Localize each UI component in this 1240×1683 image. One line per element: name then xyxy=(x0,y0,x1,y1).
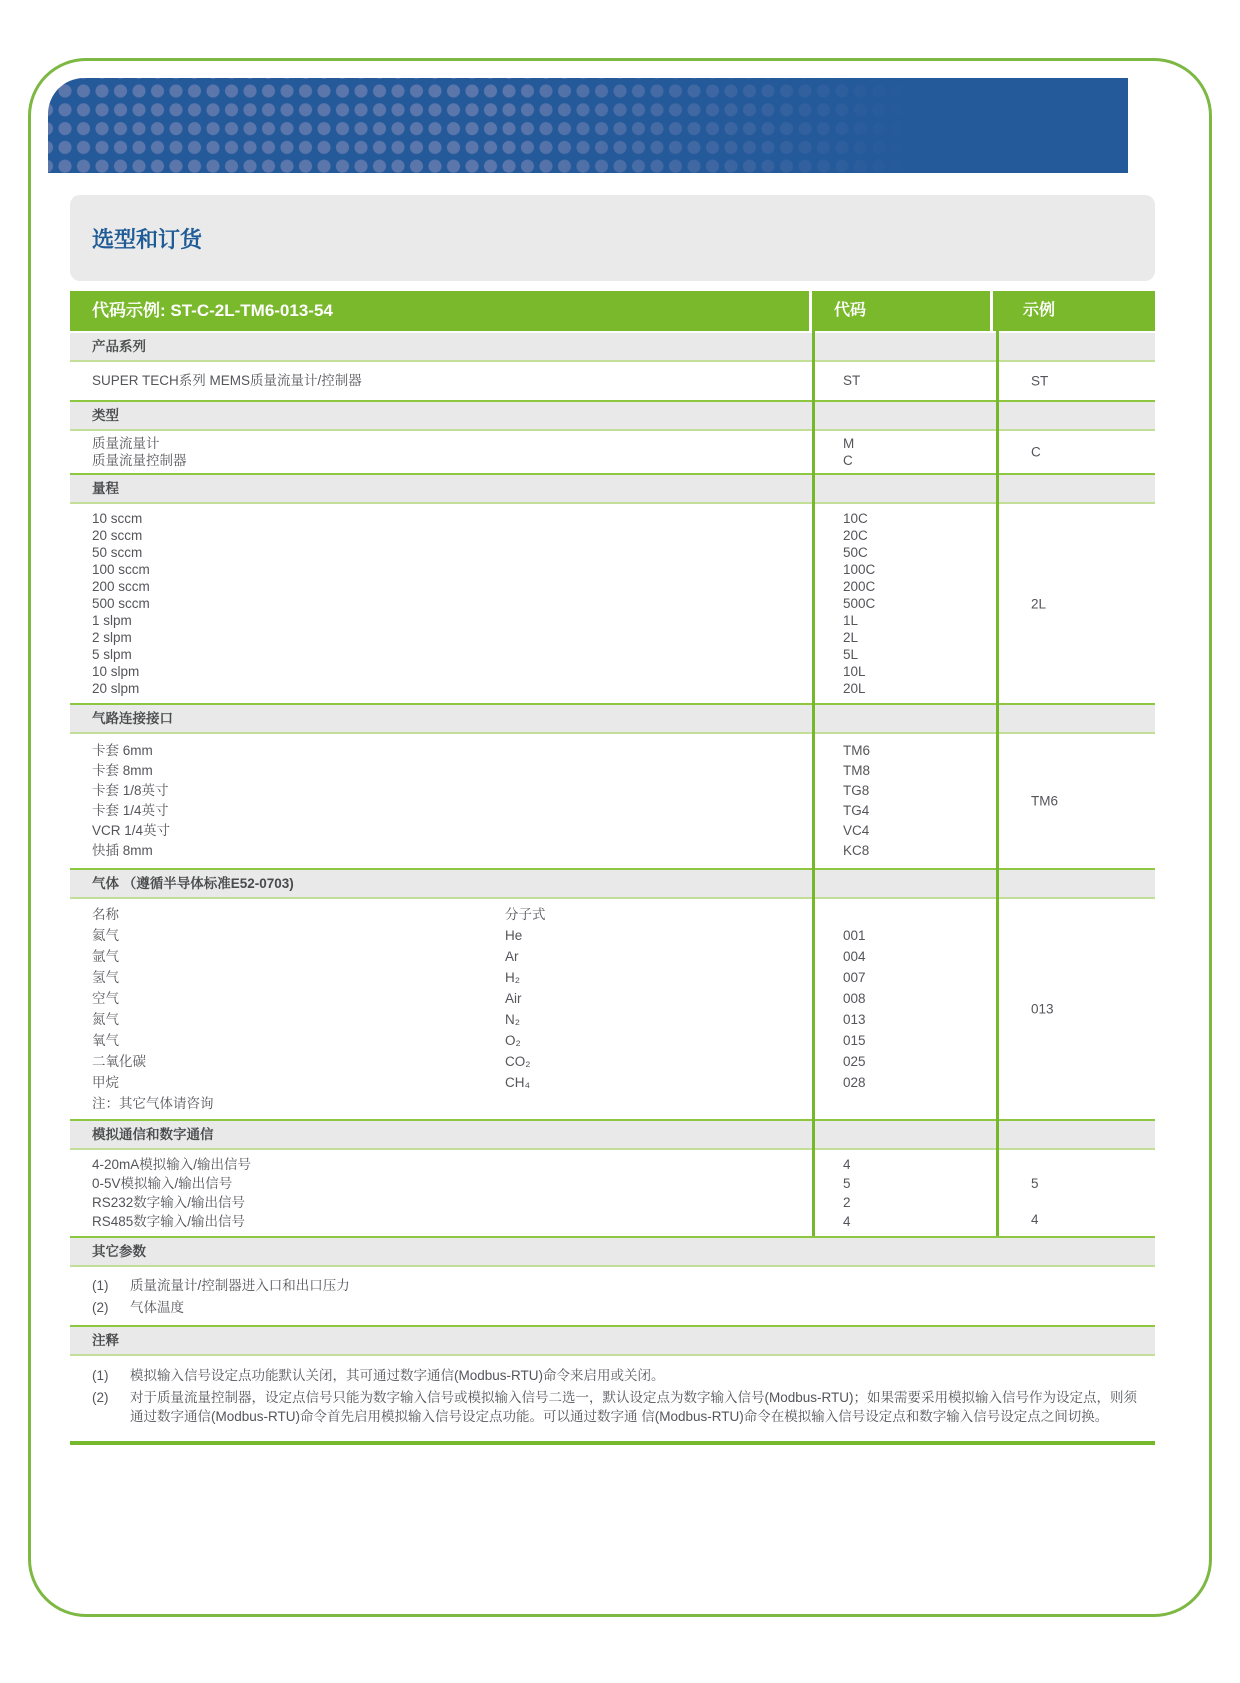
section-bar-range: 量程 xyxy=(70,473,1155,504)
gas-subheader-row xyxy=(70,904,1155,925)
cell-name: 10 sccm xyxy=(92,511,143,526)
section-bar-other-params: 其它参数 xyxy=(70,1236,1155,1267)
cell-code: 013 xyxy=(843,1012,866,1027)
table-row xyxy=(70,646,1155,663)
section-bar-fitting: 气路连接接口 xyxy=(70,703,1155,734)
example-value-gas: 013 xyxy=(1031,1001,1054,1017)
cell-name: 1 slpm xyxy=(92,613,132,628)
cell-name: 氮气 xyxy=(92,1012,119,1027)
cell-name: 卡套 1/8英寸 xyxy=(92,783,169,798)
table-row xyxy=(70,663,1155,680)
example-value-analog: 5 xyxy=(1031,1176,1039,1191)
code-example-header: 代码示例: ST-C-2L-TM6-013-54 xyxy=(70,291,812,331)
table-row xyxy=(70,527,1155,544)
table-row xyxy=(70,1212,1155,1231)
table-row xyxy=(70,841,1155,861)
cell-code: 004 xyxy=(843,949,866,964)
cell-name: 氩气 xyxy=(92,949,119,964)
cell-text: 气体温度 xyxy=(130,1300,184,1315)
gas-formula-header: 分子式 xyxy=(505,907,546,922)
cell-num: (2) xyxy=(92,1300,109,1315)
example-value-type: C xyxy=(1031,444,1041,460)
column-divider-code xyxy=(812,331,815,1236)
table-row xyxy=(70,781,1155,801)
cell-code: 015 xyxy=(843,1033,866,1048)
cell-code: 4 xyxy=(843,1157,851,1172)
cell-num: (2) xyxy=(92,1389,109,1405)
cell-text: 模拟输入信号设定点功能默认关闭，其可通过数字通信(Modbus-RTU)命令来启用或关闭。 xyxy=(130,1368,665,1383)
table-row xyxy=(70,946,1155,967)
table-row xyxy=(70,629,1155,646)
cell-formula: O₂ xyxy=(505,1033,521,1048)
cell-code: 20L xyxy=(843,681,866,696)
cell-code: M xyxy=(843,436,855,451)
cell-text: 对于质量流量控制器，设定点信号只能为数字输入信号或模拟输入信号二选一，默认设定点为数字输入信号(Modbus-RTU)；如果需要采用模拟输入信号作为设定点，则须通过数字通信(Modbus-RTU)命令首先启用模拟输入信号设定点功能。可以通过数字通 信(Modbus-RTU)命令在模拟输入信号设定点和数字输入信号设定点之间切换。 xyxy=(130,1389,1138,1424)
cell-formula: Ar xyxy=(505,949,519,964)
table-row xyxy=(70,364,1155,398)
cell-name: 甲烷 xyxy=(92,1075,119,1090)
cell-code: 4 xyxy=(843,1214,851,1229)
cell-name: 2 slpm xyxy=(92,630,132,645)
example-value-range: 2L xyxy=(1031,596,1047,611)
code-column-header: 代码 xyxy=(812,291,993,331)
table-row xyxy=(70,761,1155,781)
cell-name: VCR 1/4英寸 xyxy=(92,823,171,838)
section-content-type xyxy=(70,431,1155,473)
section-bar-communication: 模拟通信和数字通信 xyxy=(70,1119,1155,1150)
cell-name: 100 sccm xyxy=(92,562,150,577)
cell-num: (1) xyxy=(92,1368,109,1383)
cell-name: 50 sccm xyxy=(92,545,143,560)
table-row xyxy=(70,435,1155,452)
table-row xyxy=(70,1174,1155,1193)
cell-name: 200 sccm xyxy=(92,579,150,594)
cell-name: 空气 xyxy=(92,991,119,1006)
table-row xyxy=(70,452,1155,469)
cell-formula: Air xyxy=(505,991,522,1006)
section-bar-type: 类型 xyxy=(70,400,1155,431)
cell-code: 5 xyxy=(843,1176,851,1191)
cell-code: TM6 xyxy=(843,743,870,758)
example-column-header: 示例 xyxy=(1023,302,1056,319)
cell-name: 质量流量控制器 xyxy=(92,453,187,468)
cell-name: SUPER TECH系列 MEMS质量流量计/控制器 xyxy=(92,373,362,388)
cell-name: 4-20mA模拟输入/输出信号 xyxy=(92,1157,252,1172)
cell-text: 质量流量计/控制器进入口和出口压力 xyxy=(130,1278,350,1293)
table-row xyxy=(70,1193,1155,1212)
cell-name: RS232数字输入/输出信号 xyxy=(92,1195,246,1210)
cell-code: 025 xyxy=(843,1054,866,1069)
table-row xyxy=(70,1051,1155,1072)
cell-name: 20 slpm xyxy=(92,681,140,696)
cell-num: (1) xyxy=(92,1278,109,1293)
table-body xyxy=(70,331,1155,1236)
page-title: 选型和订货 xyxy=(92,226,203,252)
example-value-digital: 4 xyxy=(1031,1212,1039,1227)
cell-name: 10 slpm xyxy=(92,664,140,679)
cell-code: KC8 xyxy=(843,843,870,858)
cell-code: 5L xyxy=(843,647,859,662)
gas-note-row xyxy=(70,1093,1155,1114)
table-row xyxy=(70,1366,1155,1386)
table-row xyxy=(70,510,1155,527)
cell-name: 氦气 xyxy=(92,928,119,943)
cell-name: 卡套 6mm xyxy=(92,743,153,758)
cell-code: 50C xyxy=(843,545,868,560)
table-row xyxy=(70,544,1155,561)
ordering-table xyxy=(70,291,1155,1445)
page-title-box xyxy=(70,195,1155,281)
cell-code: 500C xyxy=(843,596,876,611)
table-row xyxy=(70,801,1155,821)
cell-code: 10L xyxy=(843,664,866,679)
gas-note: 注：其它气体请咨询 xyxy=(92,1096,214,1111)
table-row xyxy=(70,680,1155,697)
cell-code: 001 xyxy=(843,928,866,943)
cell-name: 500 sccm xyxy=(92,596,150,611)
section-content-other-params xyxy=(70,1267,1155,1325)
table-row xyxy=(70,578,1155,595)
section-content-range xyxy=(70,504,1155,703)
cell-name: 20 sccm xyxy=(92,528,143,543)
cell-formula: N₂ xyxy=(505,1012,520,1027)
cell-name: 二氧化碳 xyxy=(92,1054,146,1069)
cell-name: RS485数字输入/输出信号 xyxy=(92,1214,246,1229)
table-row xyxy=(70,925,1155,946)
cell-code: 200C xyxy=(843,579,876,594)
example-value-product-series: ST xyxy=(1031,373,1049,389)
table-row xyxy=(70,1275,1155,1297)
table-row xyxy=(70,988,1155,1009)
table-row xyxy=(70,741,1155,761)
cell-code: 028 xyxy=(843,1075,866,1090)
cell-name: 卡套 8mm xyxy=(92,763,153,778)
cell-code: 10C xyxy=(843,511,868,526)
cell-code: 008 xyxy=(843,991,866,1006)
cell-name: 卡套 1/4英寸 xyxy=(92,803,169,818)
cell-code: VC4 xyxy=(843,823,870,838)
table-row xyxy=(70,1072,1155,1093)
section-bar-notes: 注释 xyxy=(70,1325,1155,1356)
table-row xyxy=(70,561,1155,578)
cell-code: TG8 xyxy=(843,783,870,798)
section-content-gas xyxy=(70,899,1155,1119)
cell-code: 2L xyxy=(843,630,859,645)
table-row xyxy=(70,1388,1155,1427)
table-row xyxy=(70,821,1155,841)
table-row xyxy=(70,1009,1155,1030)
section-content-fitting xyxy=(70,734,1155,868)
cell-name: 氧气 xyxy=(92,1033,119,1048)
cell-code: TG4 xyxy=(843,803,870,818)
cell-code: 1L xyxy=(843,613,859,628)
cell-code: 100C xyxy=(843,562,876,577)
table-row xyxy=(70,595,1155,612)
section-bar-product-series: 产品系列 xyxy=(70,331,1155,362)
cell-code: ST xyxy=(843,373,861,388)
table-header-row xyxy=(70,291,1155,331)
halftone-banner xyxy=(48,78,1128,173)
gas-name-header: 名称 xyxy=(92,907,119,922)
cell-code: C xyxy=(843,453,853,468)
table-row xyxy=(70,1030,1155,1051)
cell-name: 5 slpm xyxy=(92,647,132,662)
cell-formula: CO₂ xyxy=(505,1054,531,1069)
cell-code: 007 xyxy=(843,970,866,985)
example-value-fitting: TM6 xyxy=(1031,793,1058,809)
table-bottom-rule xyxy=(70,1441,1155,1445)
cell-code: 2 xyxy=(843,1195,851,1210)
table-row xyxy=(70,967,1155,988)
cell-code: 20C xyxy=(843,528,868,543)
section-content-communication xyxy=(70,1150,1155,1236)
cell-formula: CH₄ xyxy=(505,1075,531,1090)
column-divider-example xyxy=(996,331,999,1236)
table-row xyxy=(70,612,1155,629)
cell-formula: He xyxy=(505,928,523,943)
section-content-notes xyxy=(70,1356,1155,1437)
cell-formula: H₂ xyxy=(505,970,520,985)
cell-name: 氢气 xyxy=(92,970,119,985)
table-row xyxy=(70,1155,1155,1174)
section-bar-gas: 气体 （遵循半导体标准E52-0703) xyxy=(70,868,1155,899)
table-row xyxy=(70,1297,1155,1319)
cell-name: 质量流量计 xyxy=(92,436,160,451)
cell-name: 0-5V模拟输入/输出信号 xyxy=(92,1176,233,1191)
cell-name: 快插 8mm xyxy=(92,843,153,858)
section-content-product-series xyxy=(70,362,1155,400)
cell-code: TM8 xyxy=(843,763,870,778)
